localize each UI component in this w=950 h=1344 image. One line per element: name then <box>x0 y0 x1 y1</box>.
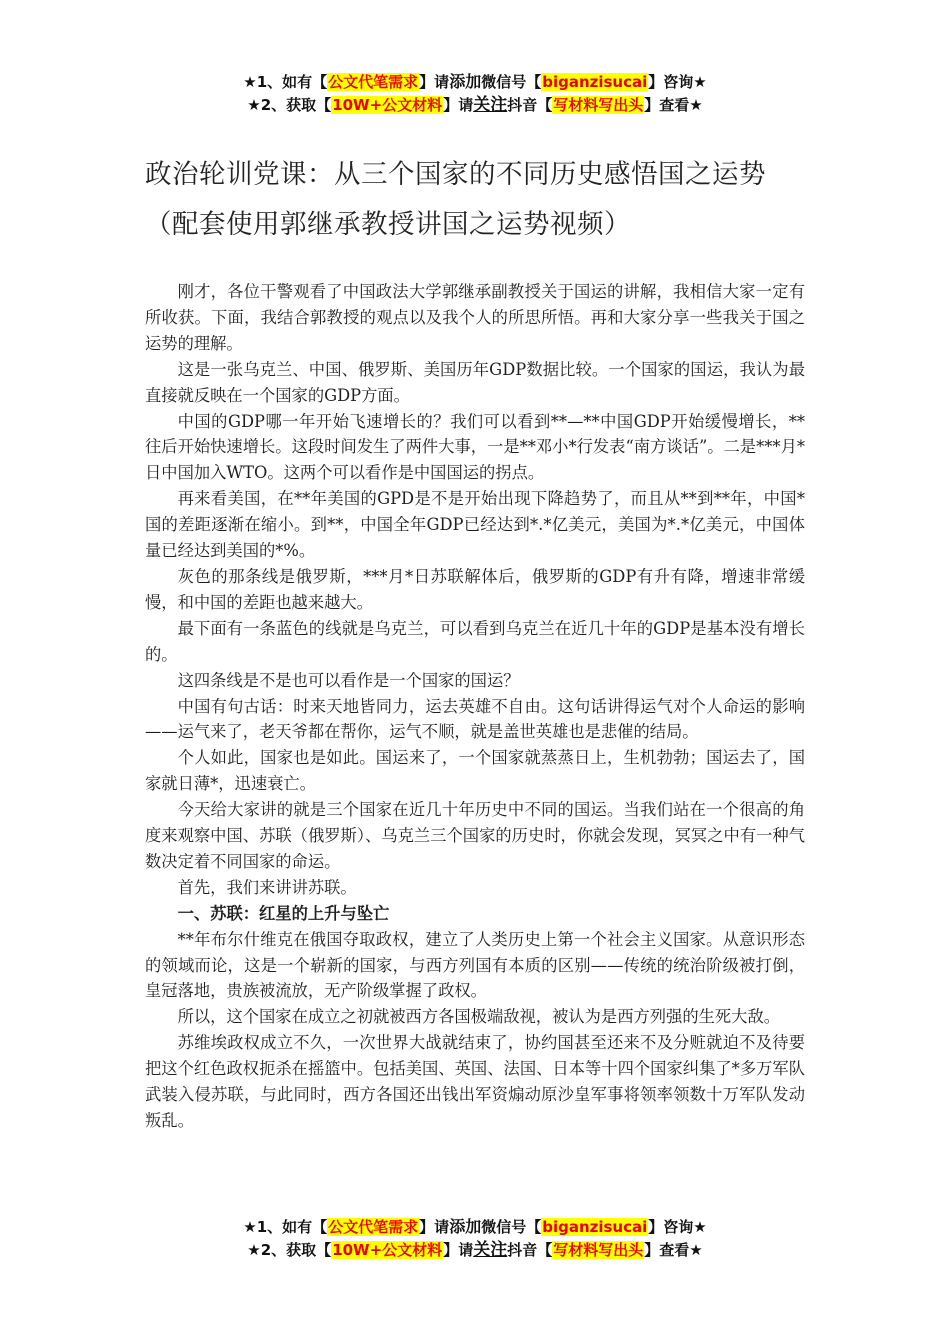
paragraph: 首先，我们来讲讲苏联。 <box>177 877 357 897</box>
promo-highlight: 10W+公文材料 <box>332 96 443 114</box>
paragraph: 个人如此，国家也是如此。国运来了，一个国家就蒸蒸日上，生机勃勃；国运去了，国家就日薄*，迅速衰亡。 <box>145 748 805 794</box>
promo-text: 】请 <box>419 73 450 91</box>
promo-banner-top <box>0 70 950 117</box>
promo-line-1 <box>0 1215 950 1239</box>
document-title <box>145 150 815 250</box>
douyin-id-highlight: 写材料写出头 <box>553 96 644 114</box>
promo-text: ★1、如有【 <box>243 73 328 91</box>
paragraph: 这四条线是不是也可以看作是一个国家的国运？ <box>177 670 520 690</box>
promo-emphasis: 关注 <box>473 1240 508 1260</box>
paragraph: 中国的GDP哪一年开始飞速增长的？我们可以看到**—**中国GDP开始缓慢增长，**往后开始快速增长。这段时间发生了两件大事，一是**邓小*行发表“南方谈话”。二是***月*日中国加入WTO。这两个可以看作是中国国运的拐点。 <box>145 411 805 483</box>
paragraph: 刚才，各位干警观看了中国政法大学郭继承副教授关于国运的讲解，我相信大家一定有所收获。下面，我结合郭教授的观点以及我个人的所思所悟。再和大家分享一些我关于国之运势的理解。 <box>145 282 805 353</box>
paragraph: 灰色的那条线是俄罗斯，***月*日苏联解体后，俄罗斯的GDP有升有降，增速非常缓慢，和中国的差距也越来越大。 <box>145 566 805 612</box>
promo-emphasis: 关注 <box>473 95 508 115</box>
promo-text: 微信号【 <box>481 1218 542 1236</box>
paragraph: 所以，这个国家在成立之初就被西方各国极端敌视，被认为是西方列强的生死大敌。 <box>177 1007 781 1027</box>
promo-line-1 <box>0 70 950 94</box>
title-line-2: （配套使用郭继承教授讲国之运势视频） <box>145 209 631 240</box>
promo-text: ★2、获取【 <box>247 96 332 114</box>
paragraph: 中国有句古话：时来天地皆同力，运去英雄不自由。这句话讲得运气对个人命运的影响——运气来了，老天爷都在帮你，运气不顺，就是盖世英雄也是悲催的结局。 <box>145 696 805 742</box>
wechat-id-highlight: biganzisucai <box>542 1218 648 1236</box>
promo-text: 】请 <box>443 96 474 114</box>
promo-text: 】请 <box>419 1218 450 1236</box>
promo-emphasis: 添加 <box>449 1217 482 1236</box>
promo-line-2 <box>0 1239 950 1262</box>
paragraph: 今天给大家讲的就是三个国家在近几十年历史中不同的国运。当我们站在一个很高的角度来观察中国、苏联（俄罗斯）、乌克兰三个国家的历史时，你就会发现，冥冥之中有一种气数决定着不同国家的命运。 <box>145 800 805 871</box>
promo-highlight: 10W+公文材料 <box>332 1241 443 1259</box>
promo-text: 抖音【 <box>507 96 553 114</box>
promo-text: 】咨询★ <box>648 1218 707 1236</box>
paragraph: 苏维埃政权成立不久，一次世界大战就结束了，协约国甚至还来不及分赃就迫不及待要把这个红色政权扼杀在摇篮中。包括美国、英国、法国、日本等十四个国家纠集了*多万军队武装入侵苏联，与此同时，西方各国还出钱出军资煽动原沙皇军事将领率领数十万军队发动叛乱。 <box>145 1033 805 1130</box>
promo-emphasis: 添加 <box>449 72 482 91</box>
douyin-id-highlight: 写材料写出头 <box>553 1241 644 1259</box>
promo-line-2 <box>0 94 950 117</box>
promo-highlight: 公文代笔需求 <box>328 1218 419 1236</box>
section-heading: 一、苏联：红星的上升与坠亡 <box>177 903 390 923</box>
promo-text: ★2、获取【 <box>247 1241 332 1259</box>
promo-text: 】请 <box>443 1241 474 1259</box>
promo-banner-bottom <box>0 1215 950 1262</box>
paragraph: 再来看美国，在**年美国的GPD是不是开始出现下降趋势了，而且从**到**年，中国*国的差距逐渐在缩小。到**，中国全年GDP已经达到*.*亿美元，美国为*.*亿美元，中国体量已经达到美国的*%。 <box>145 489 805 561</box>
promo-highlight: 公文代笔需求 <box>328 73 419 91</box>
wechat-id-highlight: biganzisucai <box>542 73 648 91</box>
promo-text: 】查看★ <box>644 96 703 114</box>
promo-text: 抖音【 <box>507 1241 553 1259</box>
promo-text: 微信号【 <box>481 73 542 91</box>
promo-text: 】查看★ <box>644 1241 703 1259</box>
document-body <box>145 279 805 1134</box>
promo-text: ★1、如有【 <box>243 1218 328 1236</box>
paragraph: 这是一张乌克兰、中国、俄罗斯、美国历年GDP数据比较。一个国家的国运，我认为最直接就反映在一个国家的GDP方面。 <box>145 359 805 405</box>
title-line-1: 政治轮训党课：从三个国家的不同历史感悟国之运势 <box>145 159 766 190</box>
paragraph: **年布尔什维克在俄国夺取政权，建立了人类历史上第一个社会主义国家。从意识形态的领域而论，这是一个崭新的国家，与西方列国有本质的区别——传统的统治阶级被打倒，皇冠落地，贵族被流放，无产阶级掌握了政权。 <box>145 929 805 1001</box>
paragraph: 最下面有一条蓝色的线就是乌克兰，可以看到乌克兰在近几十年的GDP是基本没有增长的。 <box>145 618 805 664</box>
promo-text: 】咨询★ <box>648 73 707 91</box>
